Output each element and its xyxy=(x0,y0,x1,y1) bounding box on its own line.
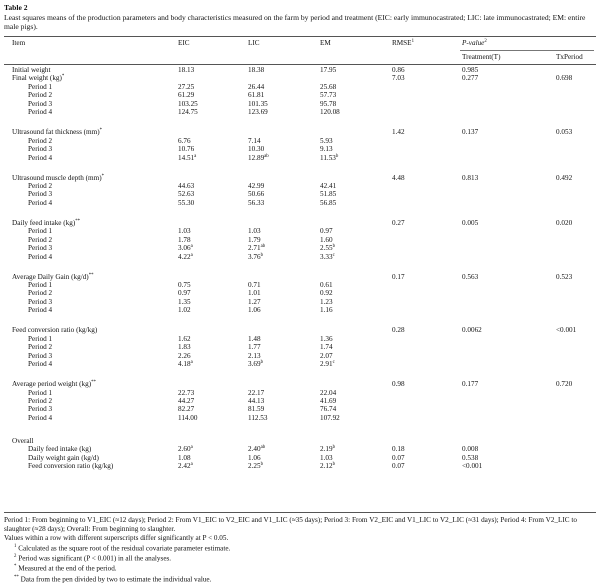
row-label: Period 2 xyxy=(28,181,53,190)
superscript-mark: * xyxy=(99,128,103,134)
cell-txperiod-p: 0.053 xyxy=(556,128,573,137)
cell-eic: 2.26 xyxy=(178,351,191,360)
cell-txperiod-p: 0.720 xyxy=(556,380,573,389)
row-label: Period 3 xyxy=(28,145,53,154)
cell-em: 1.60 xyxy=(320,235,333,244)
cell-eic: 1.78 xyxy=(178,235,191,244)
cell-eic: 44.27 xyxy=(178,396,195,405)
cell-eic: 1.02 xyxy=(178,306,191,315)
row-label: Period 1 xyxy=(28,227,53,236)
cell-lic: 61.81 xyxy=(248,91,265,100)
cell-em: 5.93 xyxy=(320,136,333,145)
cell-rmse: 7.03 xyxy=(392,74,405,83)
superscript-mark: a xyxy=(190,462,193,468)
row-label: Period 3 xyxy=(28,99,53,108)
cell-treatment-p: 0.005 xyxy=(462,218,479,227)
footnote-mark: * xyxy=(14,564,17,570)
cell-lic: 1.01 xyxy=(248,289,261,298)
header-pvalue-footnote-mark: 2 xyxy=(484,39,487,44)
header-pvalue-text: P-value xyxy=(462,39,485,47)
superscript-mark: ab xyxy=(260,244,266,250)
cell-eic: 114.00 xyxy=(178,413,198,422)
superscript-mark: ** xyxy=(91,380,96,386)
cell-em: 1.16 xyxy=(320,306,333,315)
cell-em: 76.74 xyxy=(320,405,337,414)
cell-treatment-p: 0.813 xyxy=(462,173,479,182)
cell-em: 9.13 xyxy=(320,145,333,154)
cell-treatment-p: <0.001 xyxy=(462,462,483,471)
superscript-mark: * xyxy=(61,74,65,80)
cell-rmse: 0.07 xyxy=(392,453,405,462)
footnote-text: Period was significant (P < 0.001) in all the analyses. xyxy=(16,554,172,563)
row-label: Period 1 xyxy=(28,334,53,343)
cell-rmse: 0.98 xyxy=(392,380,405,389)
cell-em: 95.78 xyxy=(320,99,337,108)
cell-eic: 82.27 xyxy=(178,405,195,414)
footnote-superscripts: Values within a row with different superscripts differ significantly at P < 0.05. xyxy=(4,533,229,542)
section-title: Average Daily Gain (kg/d)** xyxy=(12,272,94,281)
header-rmse-footnote-mark: 1 xyxy=(411,39,414,44)
superscript-mark: a xyxy=(190,360,193,366)
superscript-mark: b xyxy=(332,462,335,468)
cell-lic: 2.71$^{ab}$ xyxy=(248,244,266,253)
cell-eic: 14.51$^a$ xyxy=(178,153,197,162)
row-label: Period 3 xyxy=(28,190,53,199)
superscript-mark: a xyxy=(190,445,193,451)
cell-em: 2.07 xyxy=(320,351,333,360)
cell-eic: 44.63 xyxy=(178,181,195,190)
header-lic: LIC xyxy=(248,39,260,47)
row-label: Period 2 xyxy=(28,136,53,145)
section-title: Overall xyxy=(12,436,34,445)
cell-lic: 0.71 xyxy=(248,281,261,289)
cell-eic: 1.35 xyxy=(178,297,191,306)
header-treatment: Treatment(T) xyxy=(462,53,501,61)
cell-lic: 12.89$^{ab}$ xyxy=(248,153,269,162)
cell-em: 56.85 xyxy=(320,198,337,207)
cell-rmse: 0.86 xyxy=(392,66,405,74)
row-label: Period 4 xyxy=(28,360,53,369)
cell-lic: 18.38 xyxy=(248,66,265,74)
cell-treatment-p: 0.177 xyxy=(462,380,479,389)
cell-rmse: 1.42 xyxy=(392,128,405,137)
footnote-notes xyxy=(4,543,596,584)
superscript-mark: b xyxy=(260,360,263,366)
cell-lic: 101.35 xyxy=(248,99,268,108)
superscript-mark: ** xyxy=(75,218,81,224)
cell-em: 2.19$^b$ xyxy=(320,445,335,454)
cell-em: 2.91$^c$ xyxy=(320,360,335,369)
superscript-mark: b xyxy=(260,252,263,258)
table-label: Table 2 xyxy=(4,3,28,12)
bottom-rule xyxy=(4,512,596,513)
row-label: Period 2 xyxy=(28,235,53,244)
cell-em: 57.73 xyxy=(320,91,337,100)
superscript-mark: a xyxy=(194,153,197,159)
cell-treatment-p: 0.277 xyxy=(462,74,479,83)
cell-eic: 4.22$^a$ xyxy=(178,252,193,261)
cell-lic: 123.69 xyxy=(248,108,268,117)
section-title: Final weight (kg)* xyxy=(12,74,65,83)
cell-rmse: 0.18 xyxy=(392,445,405,454)
cell-em: 1.36 xyxy=(320,334,333,343)
row-label: Period 1 xyxy=(28,281,53,289)
superscript-mark: * xyxy=(101,173,105,179)
footnote-text: Measured at the end of the period. xyxy=(16,564,117,573)
row-label: Period 4 xyxy=(28,413,53,422)
cell-em: 1.74 xyxy=(320,343,333,352)
cell-rmse: 0.07 xyxy=(392,462,405,471)
cell-eic: 1.62 xyxy=(178,334,191,343)
table-footnotes xyxy=(4,516,596,584)
cell-lic: 2.25$^b$ xyxy=(248,462,263,471)
cell-em: 22.04 xyxy=(320,388,337,397)
row-label: Period 4 xyxy=(28,306,53,315)
cell-eic: 1.03 xyxy=(178,227,191,236)
superscript-mark: a xyxy=(190,252,193,258)
cell-lic: 50.66 xyxy=(248,190,265,199)
cell-eic: 124.75 xyxy=(178,108,198,117)
cell-lic: 1.06 xyxy=(248,306,261,315)
cell-lic: 3.76$^b$ xyxy=(248,252,263,261)
cell-lic: 1.03 xyxy=(248,227,261,236)
cell-eic: 1.08 xyxy=(178,453,191,462)
cell-lic: 112.53 xyxy=(248,413,268,422)
row-label: Period 4 xyxy=(28,153,53,162)
cell-lic: 1.27 xyxy=(248,297,261,306)
cell-em: 107.92 xyxy=(320,413,340,422)
header-rmse-text: RMSE xyxy=(392,39,412,47)
cell-treatment-p: 0.137 xyxy=(462,128,479,137)
cell-lic: 1.79 xyxy=(248,235,261,244)
cell-lic: 44.13 xyxy=(248,396,265,405)
row-label: Period 3 xyxy=(28,244,53,253)
footnote-periods: Period 1: From beginning to V1_EIC (≈12 days); Period 2: From V1_EIC to V2_EIC and V1_LIC (≈35 days); Period 3: From V2_EIC and V1_LIC to V2_LIC (≈31 days); Period 4: From V2_LIC to slaughter (≈28 days); Overall: From beginning to slaughter. xyxy=(4,516,577,533)
cell-rmse: 0.28 xyxy=(392,326,405,335)
cell-em: 11.53$^b$ xyxy=(320,153,339,162)
row-label: Period 2 xyxy=(28,396,53,405)
superscript-mark: ab xyxy=(260,445,266,451)
cell-treatment-p: 0.985 xyxy=(462,66,479,74)
cell-rmse: 0.17 xyxy=(392,272,405,281)
cell-treatment-p: 0.538 xyxy=(462,453,479,462)
cell-lic: 1.48 xyxy=(248,334,261,343)
section-title: Feed conversion ratio (kg/kg) xyxy=(12,326,98,335)
row-label: Period 2 xyxy=(28,289,53,298)
cell-em: 0.97 xyxy=(320,227,333,236)
cell-eic: 1.83 xyxy=(178,343,191,352)
row-label: Period 2 xyxy=(28,91,53,100)
cell-rmse: 0.27 xyxy=(392,218,405,227)
cell-eic: 10.76 xyxy=(178,145,195,154)
cell-eic: 103.25 xyxy=(178,99,198,108)
cell-lic: 56.33 xyxy=(248,198,265,207)
footnote-text: Data from the pen divided by two to estimate the individual value. xyxy=(18,575,212,583)
section-title: Ultrasound muscle depth (mm)* xyxy=(12,173,105,182)
header-em: EM xyxy=(320,39,331,47)
cell-eic: 61.29 xyxy=(178,91,195,100)
footnote-note xyxy=(4,574,596,584)
cell-eic: 2.42$^a$ xyxy=(178,462,193,471)
cell-em: 0.92 xyxy=(320,289,333,298)
row-label: Period 1 xyxy=(28,388,53,397)
cell-em: 41.69 xyxy=(320,396,337,405)
cell-em: 1.23 xyxy=(320,297,333,306)
cell-eic: 3.06$^a$ xyxy=(178,244,193,253)
cell-treatment-p: 0.563 xyxy=(462,272,479,281)
footnote-mark: 2 xyxy=(14,554,17,560)
superscript-mark: a xyxy=(190,244,193,250)
superscript-mark: b xyxy=(332,445,335,451)
cell-eic: 2.60$^a$ xyxy=(178,445,193,454)
row-title: Initial weight xyxy=(12,66,51,74)
cell-lic: 22.17 xyxy=(248,388,265,397)
row-label: Feed conversion ratio (kg/kg) xyxy=(28,462,114,471)
section-title: Ultrasound fat thickness (mm)* xyxy=(12,128,103,137)
cell-lic: 26.44 xyxy=(248,82,265,91)
footnote-note xyxy=(4,553,596,563)
cell-eic: 52.63 xyxy=(178,190,195,199)
cell-em: 25.68 xyxy=(320,82,337,91)
footnote-text: Calculated as the square root of the residual covariate parameter estimate. xyxy=(16,544,231,553)
cell-lic: 1.06 xyxy=(248,453,261,462)
row-label: Period 1 xyxy=(28,82,53,91)
row-label: Daily feed intake (kg) xyxy=(28,445,92,454)
cell-eic: 4.18$^a$ xyxy=(178,360,193,369)
cell-em: 42.41 xyxy=(320,181,337,190)
cell-em: 51.85 xyxy=(320,190,337,199)
cell-eic: 0.75 xyxy=(178,281,191,289)
superscript-mark: ** xyxy=(88,272,94,278)
row-label: Period 3 xyxy=(28,351,53,360)
row-label: Period 4 xyxy=(28,108,53,117)
cell-em: 2.12$^b$ xyxy=(320,462,335,471)
cell-eic: 0.97 xyxy=(178,289,191,298)
cell-txperiod-p: 0.698 xyxy=(556,74,573,83)
cell-em: 120.08 xyxy=(320,108,340,117)
superscript-mark: b xyxy=(260,462,263,468)
cell-eic: 27.25 xyxy=(178,82,195,91)
cell-lic: 3.69$^b$ xyxy=(248,360,263,369)
cell-eic: 6.76 xyxy=(178,136,191,145)
footnote-note xyxy=(4,543,596,553)
cell-rmse: 4.48 xyxy=(392,173,405,182)
footnote-note xyxy=(4,563,596,573)
cell-txperiod-p: <0.001 xyxy=(556,326,577,335)
footnote-mark: ** xyxy=(14,574,19,580)
cell-eic: 18.13 xyxy=(178,66,195,74)
cell-em: 3.33$^c$ xyxy=(320,252,335,261)
cell-txperiod-p: 0.523 xyxy=(556,272,573,281)
cell-eic: 55.30 xyxy=(178,198,195,207)
cell-em: 0.61 xyxy=(320,281,333,289)
cell-em: 1.03 xyxy=(320,453,333,462)
superscript-mark: b xyxy=(335,153,339,159)
row-label: Period 4 xyxy=(28,198,53,207)
header-txperiod: TxPeriod xyxy=(556,53,583,61)
superscript-mark: ab xyxy=(264,153,269,159)
section-title: Average period weight (kg)** xyxy=(12,380,96,389)
row-label: Period 3 xyxy=(28,405,53,414)
cell-lic: 81.59 xyxy=(248,405,265,414)
cell-lic: 2.40$^{ab}$ xyxy=(248,445,266,454)
cell-treatment-p: 0.0062 xyxy=(462,326,482,335)
cell-em: 2.55$^b$ xyxy=(320,244,335,253)
caption-text: Least squares means of the production parameters and body characteristics measured on the farm by period and treatment (EIC: early immunocastrated; LIC: late immunocastrated; EM: entire male pigs). xyxy=(4,12,586,32)
cell-txperiod-p: 0.020 xyxy=(556,218,573,227)
row-label: Period 2 xyxy=(28,343,53,352)
row-label: Period 4 xyxy=(28,252,53,261)
cell-lic: 10.30 xyxy=(248,145,265,154)
section-title: Daily feed intake (kg)** xyxy=(12,218,81,227)
cell-lic: 2.13 xyxy=(248,351,261,360)
superscript-mark: b xyxy=(332,244,335,250)
cell-eic: 22.73 xyxy=(178,388,195,397)
superscript-mark: c xyxy=(332,360,335,366)
superscript-mark: c xyxy=(332,252,335,258)
row-label: Period 3 xyxy=(28,297,53,306)
header-eic: EIC xyxy=(178,39,190,47)
cell-txperiod-p: 0.492 xyxy=(556,173,573,182)
cell-lic: 7.14 xyxy=(248,136,261,145)
cell-lic: 1.77 xyxy=(248,343,261,352)
header-item: Item xyxy=(12,39,26,47)
cell-lic: 42.99 xyxy=(248,181,265,190)
cell-treatment-p: 0.008 xyxy=(462,445,479,454)
row-label: Daily weight gain (kg/d) xyxy=(28,453,99,462)
footnote-mark: 1 xyxy=(14,543,17,549)
cell-em: 17.95 xyxy=(320,66,337,74)
